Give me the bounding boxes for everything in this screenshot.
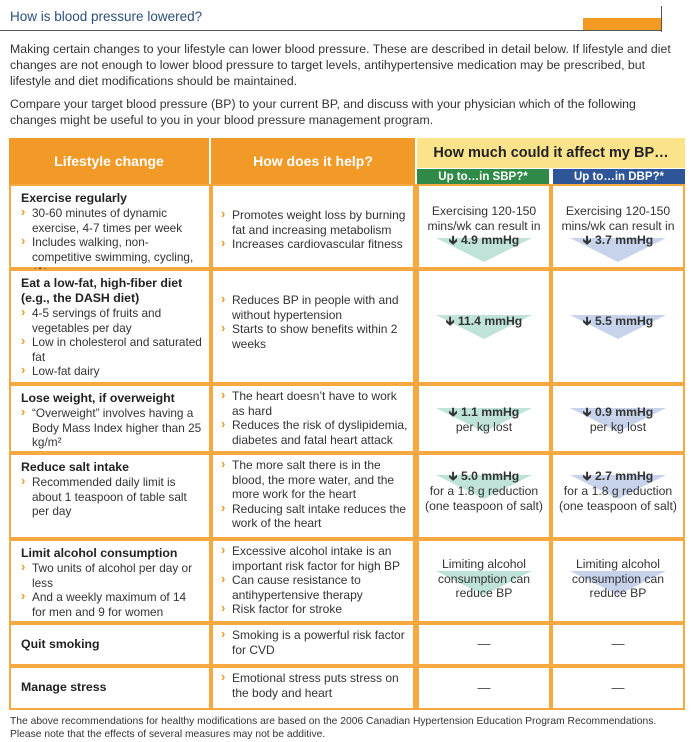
help-cell (213, 386, 413, 451)
dbp-cell (553, 386, 683, 451)
header-how-does-it-help: How does it help? (211, 138, 415, 184)
dbp-note: for a 1.8 g reduction (one teaspoon of salt) (559, 484, 677, 513)
sbp-cell (419, 386, 549, 451)
sbp-note: for a 1.8 g reduction (one teaspoon of salt) (425, 484, 543, 513)
sbp-cell (419, 186, 549, 267)
help-bullet: › Promotes weight loss by burning fat and increasing metabolism (221, 208, 409, 237)
table-row (9, 539, 685, 623)
sbp-value-line (419, 405, 549, 420)
intro-paragraph-2: Compare your target blood pressure (BP) to your current BP, and discuss with your physician which of the following changes might be useful to you in your blood pressure management program. (10, 97, 636, 127)
lifestyle-cell (11, 271, 209, 382)
help-bullet: › Can cause resistance to antihypertensive therapy (221, 573, 409, 602)
table-row (9, 269, 685, 384)
down-arrow-icon: 🡳 (445, 314, 455, 328)
sbp-dash: — (477, 680, 491, 695)
help-cell (213, 668, 413, 708)
down-arrow-icon: 🡳 (448, 405, 458, 419)
sbp-text: Limiting alcohol consumption can reduce BP (437, 557, 531, 600)
intro-paragraph-1: Making certain changes to your lifestyle can lower blood pressure. These are described in detail below. If lifestyle and diet changes are not enough to lower blood pressure to target levels, antihypertensive medication may be prescribed, but lifestyle and diet modifications should be maintained. (10, 42, 671, 88)
dbp-value: 3.7 mmHg (594, 233, 654, 247)
footer-note (10, 715, 690, 741)
sbp-text: Exercising 120-150 mins/wk can result in (427, 204, 541, 233)
sbp-value: 1.1 mmHg (460, 405, 520, 419)
sbp-cell (419, 625, 549, 664)
lifestyle-title: Eat a low-fat, high-fiber diet (e.g., the DASH diet) (21, 276, 183, 305)
dbp-value-line (553, 233, 683, 248)
help-cell (213, 271, 413, 382)
lifestyle-cell (11, 455, 209, 537)
help-cell (213, 455, 413, 537)
sbp-cell (419, 668, 549, 708)
dbp-value-line (553, 469, 683, 484)
dbp-value-line (553, 405, 683, 420)
sbp-note: per kg lost (455, 420, 513, 434)
footer-line-2: Please note that the effects of several measures may not be additive. (10, 729, 326, 740)
help-bullet: › Reduces the risk of dyslipidemia, diabetes and fatal heart attack (221, 418, 409, 447)
dbp-value: 2.7 mmHg (594, 469, 654, 483)
header-sbp: Up to…in SBP?* (417, 169, 549, 184)
table-row (9, 384, 685, 453)
down-arrow-icon: 🡳 (582, 314, 592, 328)
sbp-value: 5.0 mmHg (460, 469, 520, 483)
down-arrow-icon: 🡳 (448, 233, 458, 247)
lifestyle-table (9, 138, 685, 710)
dbp-cell (553, 625, 683, 664)
help-cell (213, 625, 413, 664)
dbp-value: 0.9 mmHg (594, 405, 654, 419)
dbp-value-line (553, 314, 683, 329)
lifestyle-title: Reduce salt intake (21, 460, 129, 474)
lifestyle-title: Limit alcohol consumption (21, 546, 178, 560)
sbp-cell (419, 271, 549, 382)
sbp-value-line (419, 233, 549, 248)
sbp-value-line (419, 469, 549, 484)
sbp-value-line (419, 314, 549, 329)
dbp-dash: — (611, 680, 625, 695)
sbp-value: 4.9 mmHg (460, 233, 520, 247)
page-title: How is blood pressure lowered? (10, 9, 203, 24)
lifestyle-cell (11, 541, 209, 621)
help-bullet: › Starts to show benefits within 2 weeks (221, 322, 409, 351)
help-bullet: › Reducing salt intake reduces the work of the heart (221, 502, 409, 531)
dbp-note: per kg lost (589, 420, 647, 434)
lifestyle-cell (11, 625, 209, 664)
help-bullet: › Risk factor for stroke (221, 602, 409, 617)
down-arrow-icon: 🡳 (582, 405, 592, 419)
lifestyle-bullet: › 30-60 minutes of dynamic exercise, 4-7 times per week (21, 206, 203, 235)
table-row (9, 623, 685, 666)
down-arrow-icon: 🡳 (448, 469, 458, 483)
sbp-value: 11.4 mmHg (457, 314, 523, 328)
down-arrow-icon: 🡳 (582, 469, 592, 483)
table-row (9, 666, 685, 710)
lifestyle-cell (11, 186, 209, 267)
help-cell (213, 186, 413, 267)
table-row (9, 184, 685, 269)
lifestyle-bullet: › “Overweight” involves having a Body Mass Index higher than 25 kg/m² (21, 406, 203, 450)
sbp-dash: — (477, 636, 491, 651)
help-bullet: › Emotional stress puts stress on the body and heart (221, 671, 409, 700)
header-bp-effect: How much could it affect my BP… (417, 138, 685, 168)
dbp-text: Exercising 120-150 mins/wk can result in (561, 204, 675, 233)
help-bullet: › Smoking is a powerful risk factor for CVD (221, 628, 409, 657)
dbp-cell (553, 455, 683, 537)
dbp-dash: — (611, 636, 625, 651)
lifestyle-bullet: › 4-5 servings of fruits and vegetables per day (21, 306, 203, 335)
help-bullet: › Increases cardiovascular fitness (221, 237, 409, 252)
sbp-cell (419, 455, 549, 537)
help-bullet: › Excessive alcohol intake is an important risk factor for high BP (221, 544, 409, 573)
lifestyle-title: Exercise regularly (21, 191, 127, 205)
lifestyle-cell (11, 668, 209, 708)
help-bullet: › The heart doesn’t have to work as hard (221, 389, 409, 418)
lifestyle-cell (11, 386, 209, 451)
lifestyle-bullet: › Low in cholesterol and saturated fat (21, 335, 203, 364)
help-bullet: › The more salt there is in the blood, the more water, and the more work for the heart (221, 458, 409, 502)
sbp-cell (419, 541, 549, 621)
header-lifestyle-change: Lifestyle change (9, 138, 209, 184)
lifestyle-title: Manage stress (21, 680, 107, 694)
dbp-cell (553, 541, 683, 621)
lifestyle-bullet: › Two units of alcohol per day or less (21, 561, 203, 590)
lifestyle-title: Lose weight, if overweight (21, 391, 175, 405)
title-accent-bar (583, 18, 661, 30)
title-vertical-rule (661, 6, 662, 32)
lifestyle-bullet: › And a weekly maximum of 14 for men and 9 for women (21, 590, 203, 619)
lifestyle-title: Quit smoking (21, 637, 100, 651)
footer-line-1: The above recommendations for healthy modifications are based on the 2006 Canadian Hypertension Education Program Recommendations. (10, 716, 657, 727)
dbp-text: Limiting alcohol consumption can reduce BP (571, 557, 665, 600)
title-divider (0, 30, 662, 31)
down-arrow-icon: 🡳 (582, 233, 592, 247)
lifestyle-bullet: › Includes walking, non-competitive swimming, cycling, (21, 235, 203, 279)
lifestyle-bullet: › Low-fat dairy (21, 364, 203, 379)
dbp-cell (553, 668, 683, 708)
table-row (9, 453, 685, 539)
lifestyle-bullet: › Recommended daily limit is about 1 teaspoon of table salt per day (21, 475, 203, 519)
dbp-value: 5.5 mmHg (594, 314, 654, 328)
dbp-cell (553, 186, 683, 267)
header-dbp: Up to…in DBP?* (553, 169, 685, 184)
dbp-cell (553, 271, 683, 382)
help-cell (213, 541, 413, 621)
help-bullet: › Reduces BP in people with and without hypertension (221, 293, 409, 322)
